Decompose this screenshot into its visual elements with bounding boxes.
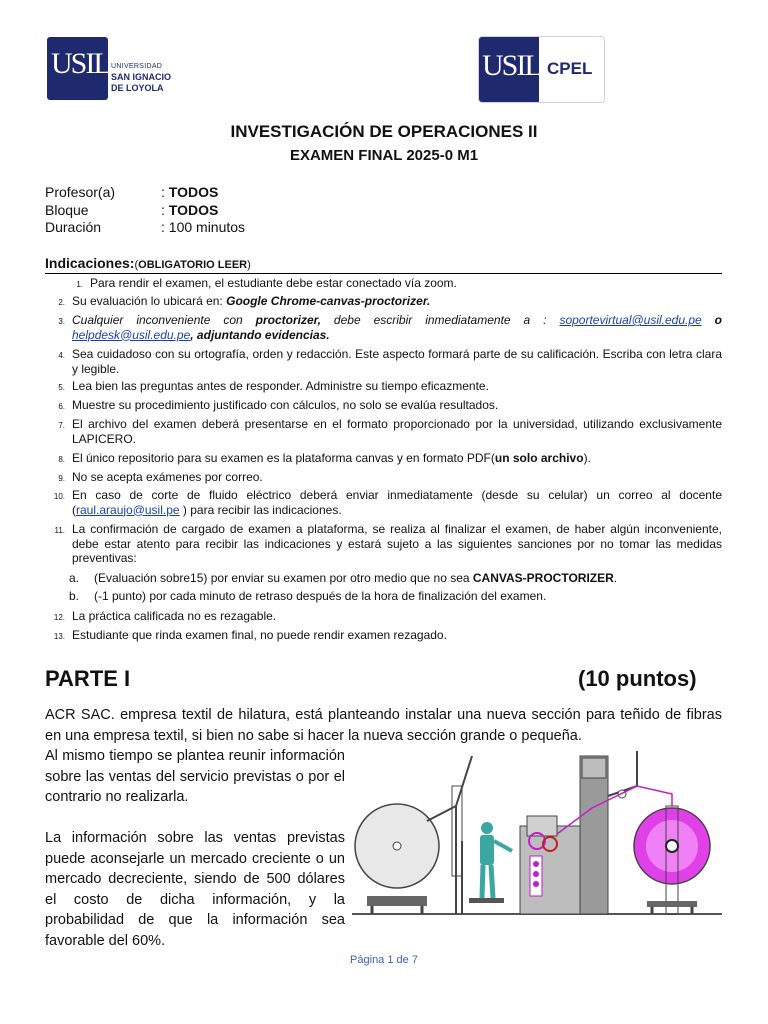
item-number: 4. [58,351,65,360]
item-text: El único repositorio para su examen es la plataforma canvas y en formato PDF( [72,451,495,465]
item-text: Sea cuidadoso con su ortografía, orden y redacción. Este aspecto formará parte de su calificación. Escriba con letra clara y legible. [72,347,722,376]
cpel-logo [478,36,605,103]
item-text: No se acepta exámenes por correo. [72,470,263,484]
problem-paragraph-3: La información sobre las ventas previstas puede aconsejarle un mercado creciente o un mercado decreciente, siendo de 500 dólares el costo de dicha información, y la probabilidad de que la información sea favorable del 60%. [45,830,345,949]
indicaciones-title: Indicaciones: [45,255,135,271]
usil-logo-line3: DE LOYOLA [111,83,164,93]
item-text: . [613,571,618,585]
indicaciones-note: OBLIGATORIO LEER [138,259,248,271]
item-text: Para rendir el examen, el estudiante debe estar conectado vía zoom. [90,276,457,290]
problem-paragraph-1: ACR SAC. empresa textil de hilatura, está planteando instalar una nueva sección para teñido de fibras en una empresa textil, si bien no sabe si hacer la nueva sección grande o pequeña. [45,707,722,744]
item-bold: , adjuntando evidencias. [190,327,330,342]
item-number: 7. [58,421,65,430]
item-number: 3. [58,317,65,326]
item-text: ). [583,451,591,465]
item-number: 8. [58,455,65,464]
usil-logo-text [111,61,171,94]
item-bold: CANVAS-PROCTORIZER [472,571,614,585]
meta-value: TODOS [168,202,219,218]
meta-label: Duración [45,219,102,235]
item-text: El archivo del examen deberá presentarse en el formato proporcionado por la universidad, utilizando exclusivamente LAPICERO. [72,417,722,446]
exam-subtitle: EXAMEN FINAL 2025-0 M1 [289,147,479,164]
section-title: PARTE I [45,666,131,691]
email-link-soporte[interactable]: soportevirtual@usil.edu.pe [559,313,702,327]
usil-logo-badge [47,37,108,100]
textile-machine-illustration [352,746,722,921]
cpel-logo-text: CPEL [547,59,593,78]
indicaciones-heading: Indicaciones:(OBLIGATORIO LEER) [45,255,722,274]
item-number: 12. [53,613,65,622]
meta-row-bloque: Bloque : TODOS [45,202,219,218]
item-bold: o [701,313,722,327]
item-bold: proctorizer, [255,313,321,327]
page-number: Página 1 de 7 [350,954,418,966]
item-number: b. [68,589,79,603]
item-number: 11. [54,526,65,535]
item-number: 2. [58,298,65,307]
item-text: Cualquier inconveniente con [72,313,256,327]
usil-logo [47,37,207,101]
exam-title: INVESTIGACIÓN DE OPERACIONES II [230,122,538,141]
item-number: 9. [58,474,65,483]
item-text: La práctica calificada no es rezagable. [72,609,277,623]
meta-label: Bloque [45,202,89,218]
item-text: Su evaluación lo ubicará en: [72,294,227,308]
item-text: ) para recibir las indicaciones. [179,502,342,517]
item-number: a. [68,571,79,585]
item-text: La confirmación de cargado de examen a plataforma, se realiza al finalizar el examen, de haber algún inconveniente, debe estar atento para recibir las indicaciones y estará sujeto a las siguientes sanciones por no tomar las medidas preventivas: [72,522,722,565]
meta-row-duracion: Duración : 100 minutos [45,219,246,235]
cpel-logo-mark: USIL [482,49,541,82]
usil-logo-line2: SAN IGNACIO [111,72,172,82]
item-number: 6. [58,402,65,411]
item-text: debe escribir inmediatamente a : [320,313,560,327]
item-number: 5. [58,383,65,392]
item-bold: un solo archivo [494,451,584,465]
item-text: Muestre su procedimiento justificado con cálculos, no solo se evalúa resultados. [72,398,499,412]
section-points: (10 puntos) [578,666,697,691]
item-text: Lea bien las preguntas antes de responder. Administre su tiempo eficazmente. [72,379,489,393]
usil-logo-line1: UNIVERSIDAD [111,63,163,70]
item-bold: Google Chrome-canvas-proctorizer. [226,294,431,308]
item-text: (-1 punto) por cada minuto de retraso después de la hora de finalización del examen. [94,589,547,603]
meta-row-profesor: Profesor(a) : TODOS [45,184,219,200]
item-number: 1. [76,280,83,289]
item-number: 10. [53,492,65,501]
problem-paragraph-2: Al mismo tiempo se plantea reunir información sobre las ventas del servicio previstas o por el contrario no realizarla. [45,748,345,805]
email-link-docente[interactable]: raul.araujo@usil.pe [76,502,180,517]
meta-label: Profesor(a) [45,184,116,200]
email-link-helpdesk[interactable]: helpdesk@usil.edu.pe [72,327,191,342]
item-number: 13. [53,632,65,641]
item-text: (Evaluación sobre15) por enviar su examen por otro medio que no sea [94,571,473,585]
item-text: Estudiante que rinda examen final, no puede rendir examen rezagado. [72,628,447,642]
meta-value: TODOS [168,184,219,200]
meta-value: 100 minutos [168,219,246,235]
usil-logo-mark: USIL [51,47,110,80]
item-text: En caso de corte de fluido eléctrico deberá enviar inmediatamente (desde su celular) un correo al docente ( [72,488,722,517]
cpel-logo-badge [479,37,539,102]
